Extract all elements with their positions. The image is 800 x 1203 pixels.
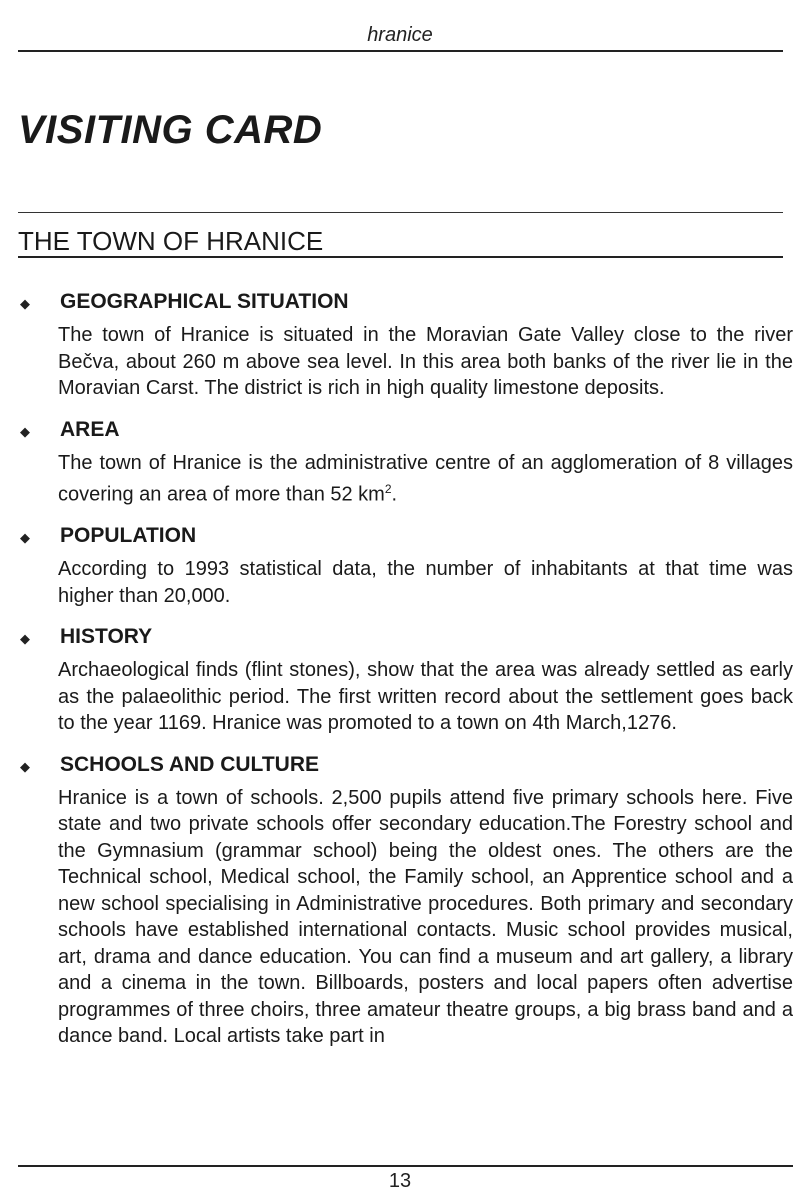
area-superscript: 2 [384, 482, 392, 496]
section-bottom-rule [18, 256, 783, 258]
diamond-bullet-icon: ◆ [20, 631, 30, 647]
section-history [18, 625, 793, 737]
diamond-bullet-icon: ◆ [20, 296, 30, 311]
header-rule [18, 50, 783, 52]
section-heading: AREA [60, 417, 120, 441]
section-body: The town of Hranice is situated in the Moravian Gate Valley close to the river Bečva, about 260 m above sea level. In this area both banks of the river lie in the Moravian Carst. The district is rich in high quality limestone deposits. [58, 324, 793, 399]
section-title: THE TOWN OF HRANICE [18, 226, 324, 256]
section-geographical-situation [18, 290, 793, 402]
section-heading: GEOGRAPHICAL SITUATION [60, 290, 349, 313]
section-body: Hranice is a town of schools. 2,500 pupils attend five primary schools here. Five state and two private schools offer secondary education.The Forestry school and the Gymnasium (grammar school) being the oldest ones. The others are the Technical school, Medical school, the Family school, an Apprentice school and a new school specialising in Administrative procedures. Both primary and secondary schools have established international contacts. Music school provides musical, art, drama and dance education. You can find a museum and art gallery, a library and a cinema in the town. Billboards, posters and local papers often advertise programmes of three choirs, three amateur theatre groups, a big brass band and a dance band. Local artists take part in [58, 786, 793, 1048]
section-body [58, 450, 793, 509]
content [18, 290, 793, 1066]
footer-rule [18, 1165, 793, 1167]
running-header: hranice [367, 24, 433, 46]
diamond-bullet-icon: ◆ [20, 423, 30, 439]
section-heading: HISTORY [60, 625, 153, 649]
section-body: Archaeological finds (flint stones), show that the area was already settled as early as the palaeolithic period. The first written record about the settlement goes back to the year 1169. Hranice was promoted to a town on 4th March,1276. [58, 659, 793, 735]
section-body: According to 1993 statistical data, the number of inhabitants at that time was higher than 20,000. [58, 558, 793, 607]
section-top-rule [18, 212, 783, 213]
diamond-bullet-icon: ◆ [20, 530, 30, 546]
area-text: The town of Hranice is the administrative centre of an agglomeration of 8 villages covering an area of more than 52 km [58, 451, 793, 506]
area-text-end: . [391, 483, 398, 506]
section-schools-and-culture [18, 753, 793, 1050]
section-heading: POPULATION [60, 524, 197, 548]
section-heading: SCHOOLS AND CULTURE [60, 752, 319, 776]
section-area [18, 418, 793, 509]
page-title: VISITING CARD [18, 108, 323, 152]
section-population [18, 524, 793, 609]
diamond-bullet-icon: ◆ [20, 758, 30, 774]
page-number: 13 [388, 1170, 412, 1192]
